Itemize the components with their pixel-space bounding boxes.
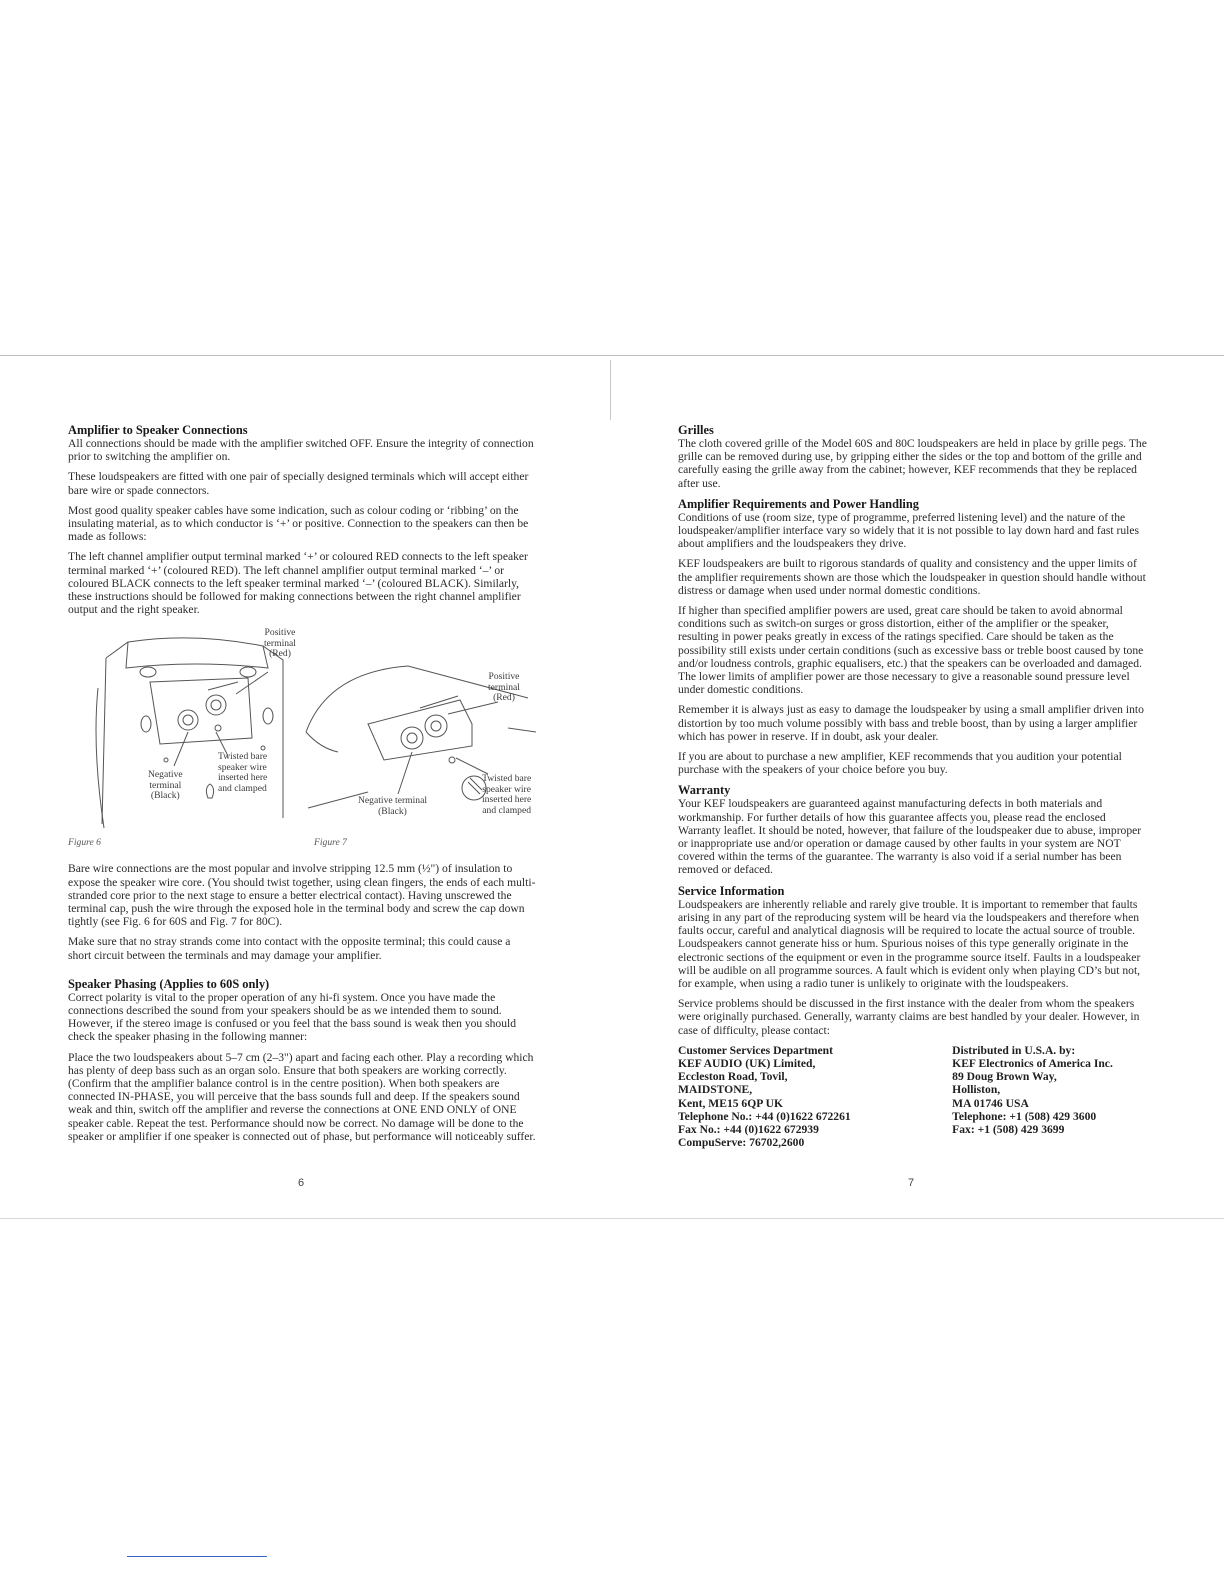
scan-edge-bottom (0, 1218, 1224, 1219)
page-number-right: 7 (908, 1177, 915, 1189)
page-fold-mark (610, 360, 611, 420)
paragraph: All connections should be made with the amplifier switched OFF. Ensure the integrity of connection prior to switching the amplifier on. (68, 437, 534, 464)
paragraph: Correct polarity is vital to the proper operation of any hi-fi system. Once you have made the connections described the sound from your speakers should be as we intended them to sound. However, if the stereo image is confused or you feel that the bass sound is weak then you should check the speaker phasing in the following manner: (68, 990, 517, 1044)
paragraph: Your KEF loudspeakers are guaranteed against manufacturing defects in both materials and workmanship. For further details of how this guarantee affects you, please read the enclosed Warranty leaflet. It should be noted, however, that failure of the loudspeaker due to abuse, improper or inappropriate use and/or operation or damage caused by other faults in your system are NOT covered within the terms of the guarantee. The warranty is also void if a serial number has been removed or defaced. (678, 797, 1142, 877)
fig6-negative-callout: Negative terminal (Black) (148, 769, 183, 802)
right-page (678, 423, 1148, 1149)
fig6-cabinet-left (102, 658, 106, 824)
fig6-hole (240, 667, 256, 677)
fig6-negative-terminal (178, 710, 198, 730)
left-page (68, 423, 536, 1150)
contact-block (678, 1044, 1148, 1150)
fig7-negative-terminal (401, 727, 423, 749)
fig7-twisted-callout: Twisted bare speaker wire inserted here and clamped (482, 773, 532, 816)
fig7-callout-line (398, 752, 412, 794)
terminal-diagrams (68, 628, 536, 850)
paragraph: Most good quality speaker cables have some indication, such as colour coding or ‘ribbing’ on the insulating material, as to which conductor is ‘+’ or positive. Connection to the speakers can then be made as follows: (68, 503, 529, 544)
paragraph: Make sure that no stray strands come into contact with the opposite terminal; this could cause a short circuit between the terminals and may damage your amplifier. (68, 935, 511, 962)
fig6-terminal-plate (150, 678, 252, 744)
paragraph: Conditions of use (room size, type of programme, preferred listening level) and the nature of the loudspeaker/amplifier interface vary so widely that it is not possible to lay down hard and fast rules about amplifiers and the loudspeakers they drive. (678, 510, 1140, 551)
paragraph: KEF loudspeakers are built to rigorous standards of quality and consistency and the upper limits of the amplifier requirements shown are those which the loudspeaker in question should handle without distress or damage when used under normal domestic conditions. (678, 557, 1146, 597)
fig6-twisted-callout: Twisted bare speaker wire inserted here and clamped (218, 751, 268, 794)
fig6-cabinet-top (126, 642, 268, 668)
scan-edge-top (0, 355, 1224, 356)
fig6-callout-line (236, 672, 268, 694)
section-title-service-information: Service Information (678, 883, 785, 898)
page-number-left: 6 (298, 1177, 305, 1189)
fig7-callout-line (456, 758, 488, 774)
figure-7-label: Figure 7 (314, 837, 347, 849)
fig6-hole (140, 667, 156, 677)
paragraph: If higher than specified amplifier powers are used, great care should be taken to avoid abnormal conditions such as switch-on surges or gross distortion, either of the amplifier or the speaker, resulting in power peaks greatly in excess of the ratings specified. Care should be taken as the possibility still exists under certain conditions (such as excessive bass or treble boost caused by tone and/or loudness controls, graphic equalisers, etc.) that the speakers can be overloaded and damaged. The lower limits of amplifier power are those necessary to give a reasonable sound pressure level under domestic conditions. (678, 604, 1144, 697)
paragraph: Service problems should be discussed in the first instance with the dealer from whom the speakers were originally purchased. Generally, warranty claims are best handled by your dealer. However, in case of difficulty, please contact: (678, 997, 1140, 1037)
fig6-positive-callout: Positive terminal (Red) (264, 627, 296, 660)
fig6-wire (208, 682, 238, 690)
fig7-cabinet-front (306, 732, 338, 752)
fig6-positive-terminal (206, 695, 226, 715)
scan-artifact-line (127, 1556, 267, 1557)
fig6-clamp (206, 784, 213, 798)
paragraph: If you are about to purchase a new amplifier, KEF recommends that you audition your potential purchase with the speakers of your choice before you buy. (678, 750, 1122, 777)
section-title-amplifier-connections: Amplifier to Speaker Connections (68, 423, 248, 437)
fig7-positive-callout: Positive terminal (Red) (488, 671, 520, 704)
fig7-positive-terminal (425, 715, 447, 737)
figures-6-7 (68, 628, 536, 850)
paragraph: Remember it is always just as easy to damage the loudspeaker by using a small amplifier driven into distortion by too much volume possibly with bass and treble boost, than by using a larger amplifier which has power in reserve. If in doubt, ask your dealer. (678, 703, 1144, 743)
fig7-callout-line (448, 702, 498, 714)
contact-uk: Customer Services Department KEF AUDIO (UK) Limited, Eccleston Road, Tovil, MAIDSTONE, Kent, ME15 6QP UK Telephone No.: +44 (0)1622 672261 Fax No.: +44 (0)1622 672939 CompuServe: 76702,2600 (678, 1043, 851, 1150)
fig6-callout-line (174, 732, 188, 766)
section-title-grilles: Grilles (678, 423, 714, 437)
section-title-speaker-phasing: Speaker Phasing (Applies to 60S only) (68, 976, 270, 991)
fig7-negative-callout: Negative terminal (Black) (358, 795, 427, 817)
paragraph: Loudspeakers are inherently reliable and rarely give trouble. It is important to remember that faults arising in any part of the reproducing system will be heard via the loudspeakers and therefore when faults occur, careful and analytical diagnosis will be required to locate the actual source of trouble. Loudspeakers cannot generate hiss or hum. Spurious noises of this type generally originate in the electronic sections of the equipment or even in the programme source itself. Faults in a loudspeaker will be audible on all programme sources. A fault which is evident only when playing CD’s but not, for example, when using a radio tuner is unlikely to originate with the loudspeakers. (678, 897, 1141, 990)
contact-usa: Distributed in U.S.A. by: KEF Electronics of America Inc. 89 Doug Brown Way, Holliston, MA 01746 USA Telephone: +1 (508) 429 3600 Fax: +1 (508) 429 3699 (952, 1043, 1113, 1136)
figure-6-label: Figure 6 (68, 837, 101, 849)
paragraph: Place the two loudspeakers about 5–7 cm (2–3") apart and facing each other. Play a recording which has plenty of deep bass such as an organ solo. Ensure that both speakers are working correctly. (Confirm that the amplifier balance control is in the centre position). When both speakers are connected IN-PHASE, you will perceive that the bass sounds full and deep. If the speakers sound weak and thin, switch off the amplifier and reverse the connections at ONE END ONLY of ONE speaker cable. Repeat the test. Performance should now be correct. No damage will be done to the speaker or amplifier if one speaker is connected out of phase, but performance will noticeably suffer. (68, 1050, 536, 1143)
paragraph: The left channel amplifier output terminal marked ‘+’ or coloured RED connects to the left speaker terminal marked ‘+’ (coloured RED). The left channel amplifier output terminal marked ‘–’ or coloured BLACK connects to the left speaker terminal marked ‘–’ (coloured BLACK). Similarly, these instructions should be followed for making connections between the right channel amplifier output and the right speaker. (68, 550, 528, 617)
paragraph: The cloth covered grille of the Model 60S and 80C loudspeakers are held in place by grille pegs. The grille can be removed during use, by gripping either the sides or the top and bottom of the grille and carefully easing the grille away from the cabinet; however, KEF recommends that they be replaced after use. (678, 437, 1147, 490)
paragraph: These loudspeakers are fitted with one pair of specially designed terminals which will accept either bare wire or spade connectors. (68, 470, 529, 497)
section-title-warranty: Warranty (678, 783, 731, 798)
paragraph: Bare wire connections are the most popular and involve stripping 12.5 mm (½") of insulation to expose the speaker wire core. (You should twist together, using clean fingers, the ends of each multi-stranded core prior to the next stage to ensure a better electrical contact). Having unscrewed the terminal cap, push the wire through the exposed hole in the terminal body and screw the cap down tightly (see Fig. 6 for 60S and Fig. 7 for 80C). (68, 862, 536, 929)
section-title-amplifier-requirements: Amplifier Requirements and Power Handling (678, 496, 919, 511)
